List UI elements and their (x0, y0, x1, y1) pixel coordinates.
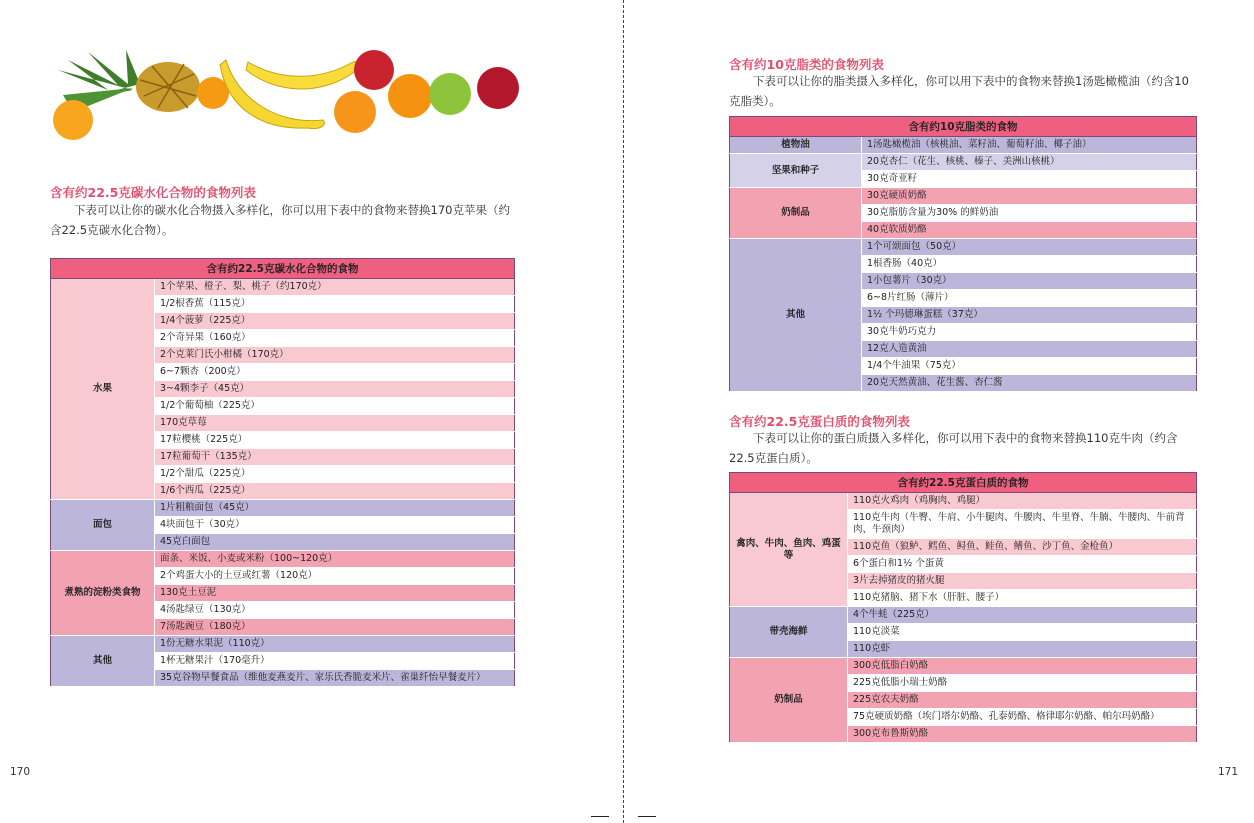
left-page (0, 0, 624, 823)
category-cell: 植物油 (730, 137, 862, 154)
page-number-right: 171 (1218, 766, 1239, 778)
category-cell: 煮熟的淀粉类食物 (51, 551, 155, 636)
food-item-cell: 17粒樱桃（225克） (155, 432, 515, 449)
food-item-cell: 1/2根香蕉（115克） (155, 296, 515, 313)
food-item-cell: 1个苹果、橙子、梨、桃子（约170克） (155, 279, 515, 296)
food-item-cell: 225克低脂小瑞士奶酪 (848, 675, 1197, 692)
carb-food-table (50, 258, 515, 687)
food-item-cell: 170克草莓 (155, 415, 515, 432)
food-item-cell: 110克鱼（狼鲈、鳕鱼、鲟鱼、鲑鱼、鳍鱼、沙丁鱼、金枪鱼） (848, 539, 1197, 556)
food-item-cell: 40克软质奶酪 (862, 222, 1197, 239)
food-item-cell: 1汤匙橄榄油（核桃油、菜籽油、葡萄籽油、椰子油） (862, 137, 1197, 154)
food-item-cell: 30克脂肪含量为30% 的鲜奶油 (862, 205, 1197, 222)
food-item-cell: 110克猪脑、猪下水（肝脏、腰子） (848, 590, 1197, 607)
food-item-cell: 4个牛蚝（225克） (848, 607, 1197, 624)
fat-food-table (729, 116, 1197, 392)
food-item-cell: 2个奇异果（160克） (155, 330, 515, 347)
fat-section-title: 含有约10克脂类的食物列表 (729, 57, 884, 72)
food-item-cell: 面条、米饭、小麦或米粉（100~120克） (155, 551, 515, 568)
category-cell: 其他 (51, 636, 155, 687)
food-item-cell: 1小包薯片（30克） (862, 273, 1197, 290)
food-item-cell: 30克牛奶巧克力 (862, 324, 1197, 341)
food-item-cell: 2个鸡蛋大小的土豆或红薯（120克） (155, 568, 515, 585)
food-item-cell: 1根香肠（40克） (862, 256, 1197, 273)
right-page (626, 0, 1254, 823)
category-cell: 奶制品 (730, 658, 848, 743)
food-item-cell: 1份无糖水果泥（110克） (155, 636, 515, 653)
category-cell: 其他 (730, 239, 862, 392)
carb-table-header: 含有约22.5克碳水化合物的食物 (51, 259, 515, 279)
food-item-cell: 3~4颗李子（45克） (155, 381, 515, 398)
table-row (51, 551, 515, 568)
food-item-cell: 1/6个西瓜（225克） (155, 483, 515, 500)
food-item-cell: 1杯无糖果汁（170毫升） (155, 653, 515, 670)
food-item-cell: 75克硬质奶酪（埃门塔尔奶酪、孔泰奶酪、格律耶尔奶酪、帕尔玛奶酪） (848, 709, 1197, 726)
protein-section-title: 含有约22.5克蛋白质的食物列表 (729, 414, 910, 429)
food-item-cell: 110克牛肉（牛臀、牛肩、小牛腿肉、牛腰肉、牛里脊、牛腩、牛腰肉、牛前背肉、牛颈肉） (848, 510, 1197, 539)
food-item-cell: 1/4个牛油果（75克） (862, 358, 1197, 375)
food-item-cell: 12克人造黄油 (862, 341, 1197, 358)
table-row (51, 279, 515, 296)
table-row (51, 636, 515, 653)
fat-intro-text: 下表可以让你的脂类摄入多样化，你可以用下表中的食物来替换1汤匙橄榄油（约含10克脂类）。 (729, 74, 1189, 108)
food-item-cell: 1/2个甜瓜（225克） (155, 466, 515, 483)
apple-green (429, 73, 471, 115)
apple-red-2 (477, 67, 519, 109)
category-cell: 坚果和种子 (730, 154, 862, 188)
protein-intro-text: 下表可以让你的蛋白质摄入多样化，你可以用下表中的食物来替换110克牛肉（约含22.5克蛋白质）。 (729, 431, 1178, 465)
food-item-cell: 30克硬质奶酪 (862, 188, 1197, 205)
food-item-cell: 7汤匙豌豆（180克） (155, 619, 515, 636)
food-item-cell: 300克低脂白奶酪 (848, 658, 1197, 675)
orange-1 (53, 100, 93, 140)
table-row (730, 137, 1197, 154)
page-number-left: 170 (10, 766, 31, 778)
food-item-cell: 17粒葡萄干（135克） (155, 449, 515, 466)
food-item-cell: 1片粗粮面包（45克） (155, 500, 515, 517)
table-row (730, 493, 1197, 510)
food-item-cell: 130克土豆泥 (155, 585, 515, 602)
orange-4 (388, 74, 432, 118)
food-item-cell: 110克淡菜 (848, 624, 1197, 641)
protein-food-table (729, 472, 1197, 743)
food-item-cell: 1/2个葡萄柚（225克） (155, 398, 515, 415)
banana-1 (220, 60, 324, 129)
food-item-cell: 110克火鸡肉（鸡胸肉、鸡腿） (848, 493, 1197, 510)
orange-3 (334, 91, 376, 133)
table-row (730, 607, 1197, 624)
food-item-cell: 3片去掉猪皮的猪火腿 (848, 573, 1197, 590)
apple-red-1 (354, 50, 394, 90)
food-item-cell: 45克白面包 (155, 534, 515, 551)
food-item-cell: 6~8片红肠（薄片） (862, 290, 1197, 307)
food-item-cell: 35克谷物早餐食品（维他麦燕麦片、家乐氏香脆麦米片、雀巢纤怡早餐麦片） (155, 670, 515, 687)
table-row (730, 239, 1197, 256)
category-cell: 奶制品 (730, 188, 862, 239)
food-item-cell: 225克农夫奶酪 (848, 692, 1197, 709)
food-item-cell: 20克天然黄油、花生酱、杏仁酱 (862, 375, 1197, 392)
food-item-cell: 300克布鲁斯奶酪 (848, 726, 1197, 743)
food-item-cell: 1个可颂面包（50克） (862, 239, 1197, 256)
banana-2 (246, 62, 358, 89)
fruit-illustration (48, 40, 528, 150)
carb-intro-text: 下表可以让你的碳水化合物摄入多样化，你可以用下表中的食物来替换170克苹果（约含22.5克碳水化合物）。 (50, 203, 510, 237)
food-item-cell: 4块面包干（30克） (155, 517, 515, 534)
food-item-cell: 6~7颗杏（200克） (155, 364, 515, 381)
category-cell: 面包 (51, 500, 155, 551)
table-row (51, 500, 515, 517)
food-item-cell: 30克奇亚籽 (862, 171, 1197, 188)
food-item-cell: 6个蛋白和1½ 个蛋黄 (848, 556, 1197, 573)
category-cell: 禽肉、牛肉、鱼肉、鸡蛋等 (730, 493, 848, 607)
food-item-cell: 1/4个菠萝（225克） (155, 313, 515, 330)
protein-table-header: 含有约22.5克蛋白质的食物 (730, 473, 1197, 493)
table-row (730, 188, 1197, 205)
food-item-cell: 110克虾 (848, 641, 1197, 658)
category-cell: 带壳海鲜 (730, 607, 848, 658)
food-item-cell: 2个克莱门氏小柑橘（170克） (155, 347, 515, 364)
table-row (730, 154, 1197, 171)
fat-table-header: 含有约10克脂类的食物 (730, 117, 1197, 137)
carb-section-title: 含有约22.5克碳水化合物的食物列表 (50, 185, 256, 200)
food-item-cell: 20克杏仁（花生、核桃、榛子、美洲山核桃） (862, 154, 1197, 171)
food-item-cell: 4汤匙绿豆（130克） (155, 602, 515, 619)
food-item-cell: 1½ 个玛德琳蛋糕（37克） (862, 307, 1197, 324)
table-row (730, 658, 1197, 675)
category-cell: 水果 (51, 279, 155, 500)
